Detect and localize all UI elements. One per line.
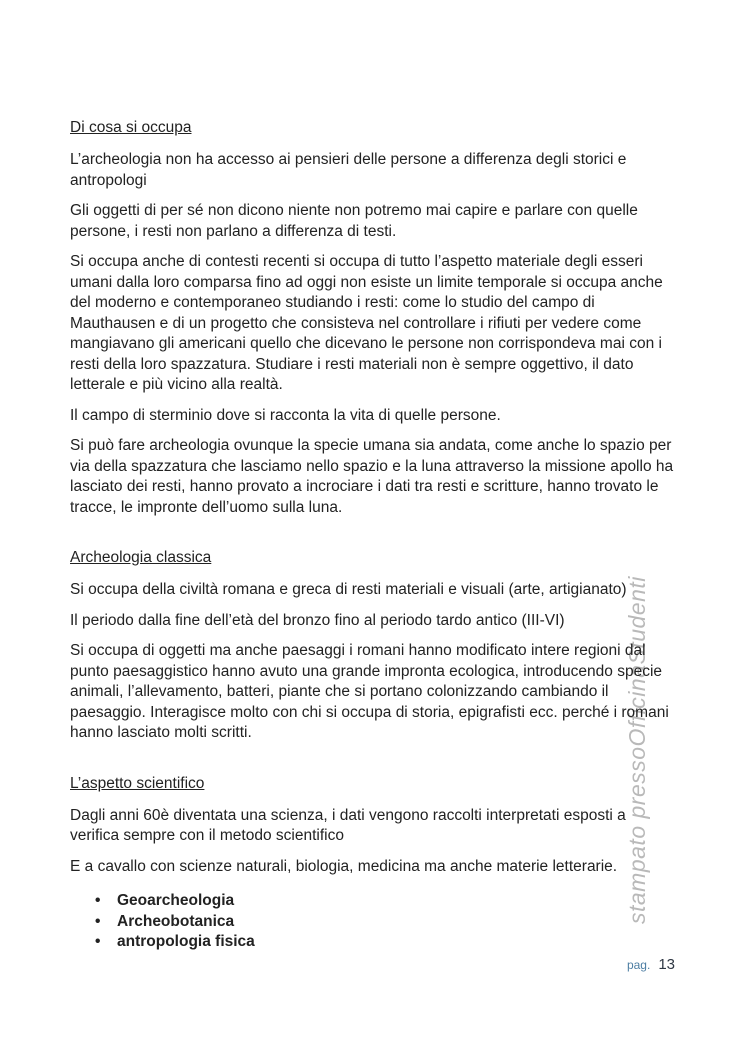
paragraph: Il periodo dalla fine dell’età del bronzo fino al periodo tardo antico (III-VI) xyxy=(70,611,565,629)
print-shop-watermark: stampato pressoOfficinaStudenti xyxy=(624,576,650,924)
bullet-icon: • xyxy=(95,933,101,950)
section-archeologia-classica xyxy=(70,548,676,744)
list-item xyxy=(70,891,676,912)
paragraph: Si occupa anche di contesti recenti si occupa di tutto l’aspetto materiale degli esseri umani dalla loro comparsa fino ad oggi non esiste un limite temporale si occupa anche del moderno e contemporaneo studiando i resti: come lo studio del campo di Mauthausen e di un progetto che consisteva nel controllare i rifiuti per vedere come mangiavano gli americani quello che dicevano le persone non corrispondeva mai con i resti della loro spazzatura. Studiare i resti materiali non è sempre oggettivo, il dato letterale e più vicino alla realtà. xyxy=(70,253,663,393)
list-item-label: Archeobotanica xyxy=(117,912,235,930)
bullet-icon: • xyxy=(95,892,101,909)
paragraph: Si può fare archeologia ovunque la specie umana sia andata, come anche lo spazio per via della spazzatura che lasciamo nello spazio e la luna attraverso la missione apollo ha lasciato dei resti, hanno provato a incrociare i dati tra resti e scritture, hanno trovato le tracce, le impronte dell’uomo sulla luna. xyxy=(70,437,674,516)
paragraph: Si occupa della civiltà romana e greca di resti materiali e visuali (arte, artigianato) xyxy=(70,581,627,598)
page-content xyxy=(70,0,676,953)
paragraph: Si occupa di oggetti ma anche paesaggi i romani hanno modificato intere regioni dal punto paesaggistico hanno avuto una grande impronta ecologica, introducendo specie animali, l’allevamento, batteri, piante che si portano colonizzando cambiando il paesaggio. Interagisce molto con chi si occupa di storia, epigrafisti ecc. perché i romani hanno lasciato molti scritti. xyxy=(70,642,669,741)
list-item-label: antropologia fisica xyxy=(117,933,255,950)
section-heading: Archeologia classica xyxy=(70,549,212,566)
page-number: 13 xyxy=(658,956,675,973)
list-item xyxy=(70,932,676,953)
bullet-icon: • xyxy=(95,912,101,930)
page-footer xyxy=(627,956,675,973)
section-heading: Di cosa si occupa xyxy=(70,119,192,136)
paragraph: Gli oggetti di per sé non dicono niente non potremo mai capire e parlare con quelle persone, i resti non parlano a differenza di testi. xyxy=(70,202,638,240)
list-item xyxy=(70,912,676,933)
section-aspetto-scientifico xyxy=(70,774,676,953)
section-di-cosa-si-occupa xyxy=(70,118,676,518)
paragraph: Il campo di sterminio dove si racconta la vita di quelle persone. xyxy=(70,406,501,424)
page-label: pag. xyxy=(626,958,651,972)
paragraph: L’archeologia non ha accesso ai pensieri delle persone a differenza degli storici e antropologi xyxy=(70,151,627,189)
section-heading: L’aspetto scientifico xyxy=(70,774,205,792)
paragraph: E a cavallo con scienze naturali, biologia, medicina ma anche materie letterarie. xyxy=(70,857,618,875)
bullet-list xyxy=(70,891,676,953)
paragraph: Dagli anni 60è diventata una scienza, i dati vengono raccolti interpretati esposti a verifica sempre con il metodo scientifico xyxy=(70,806,626,844)
list-item-label: Geoarcheologia xyxy=(117,892,235,909)
